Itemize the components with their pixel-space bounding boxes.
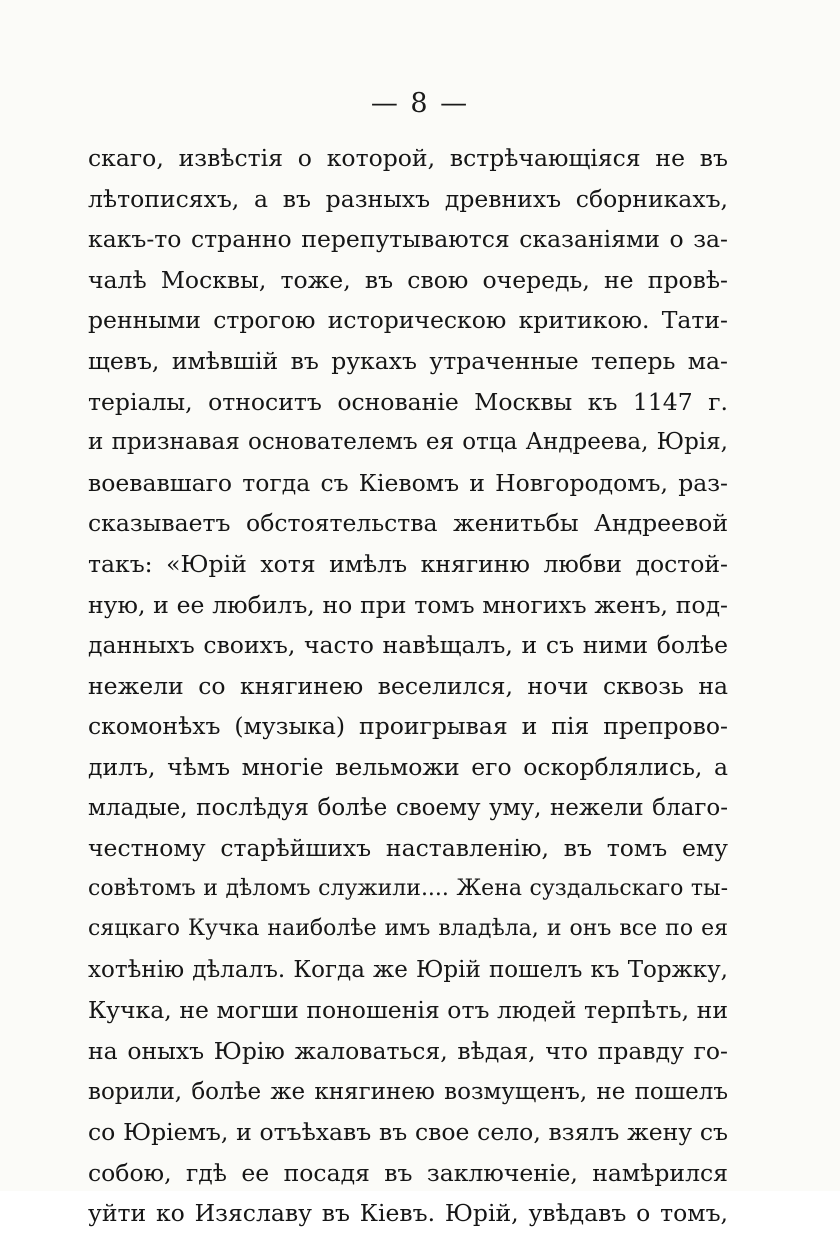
text-line: на оныхъ Юрію жаловаться, вѣдая, что правду го-: [88, 1037, 728, 1066]
text-line: совѣтомъ и дѣломъ служили.... Жена суздальскаго ты-: [88, 875, 728, 901]
text-line: хотѣнію дѣлалъ. Когда же Юрій пошелъ къ Торжку,: [88, 956, 728, 983]
text-line: сказываетъ обстоятельства женитьбы Андреевой: [88, 509, 728, 538]
text-line: щевъ, имѣвшій въ рукахъ утраченные теперь ма-: [88, 346, 728, 375]
text-line: ворили, болѣе же княгинею возмущенъ, не пошелъ: [88, 1078, 728, 1105]
text-line: со Юріемъ, и отъѣхавъ въ свое село, взялъ жену съ: [88, 1118, 728, 1147]
text-line: данныхъ своихъ, часто навѣщалъ, и съ ними болѣе: [88, 631, 728, 660]
body-text: [88, 138, 728, 1234]
page-number: — 8 —: [370, 88, 470, 119]
text-line: сяцкаго Кучка наиболѣе имъ владѣла, и онъ все по ея: [88, 916, 728, 942]
text-line: такъ: «Юрій хотя имѣлъ княгиню любви достой-: [88, 549, 728, 578]
text-line: скаго, извѣстія о которой, встрѣчающіяся не въ: [88, 144, 728, 172]
text-line: честному старѣйшихъ наставленію, въ томъ ему: [88, 834, 728, 863]
text-line: ренными строгою историческою критикою. Тати-: [88, 306, 728, 335]
text-line: уйти ко Изяславу въ Кіевъ. Юрій, увѣдавъ о томъ,: [88, 1199, 728, 1228]
text-line: нежели со княгинею веселился, ночи сквозь на: [88, 671, 728, 700]
text-line: какъ-то странно перепутываются сказаніями о за-: [88, 225, 728, 254]
text-line: и признавая основателемъ ея отца Андреева, Юрія,: [88, 429, 728, 456]
text-line: чалѣ Москвы, тоже, въ свою очередь, не провѣ-: [88, 265, 728, 294]
text-line: воевавшаго тогда съ Кіевомъ и Новгородомъ, раз-: [88, 468, 728, 497]
text-line: младые, послѣдуя болѣе своему уму, нежели благо-: [88, 794, 728, 821]
text-line: собою, гдѣ ее посадя въ заключеніе, намѣрился: [88, 1158, 728, 1187]
text-line: дилъ, чѣмъ многіе вельможи его оскорблялись, а: [88, 752, 728, 781]
text-line: скомонѣхъ (музыка) проигрывая и пія препрово-: [88, 712, 728, 741]
text-line: ную, и ее любилъ, но при томъ многихъ женъ, под-: [88, 590, 728, 619]
text-line: лѣтописяхъ, а въ разныхъ древнихъ сборникахъ,: [88, 184, 728, 213]
text-line: теріалы, относитъ основаніе Москвы къ 1147 г.: [88, 387, 728, 416]
text-line: Кучка, не могши поношенія отъ людей терпѣть, ни: [88, 996, 728, 1025]
